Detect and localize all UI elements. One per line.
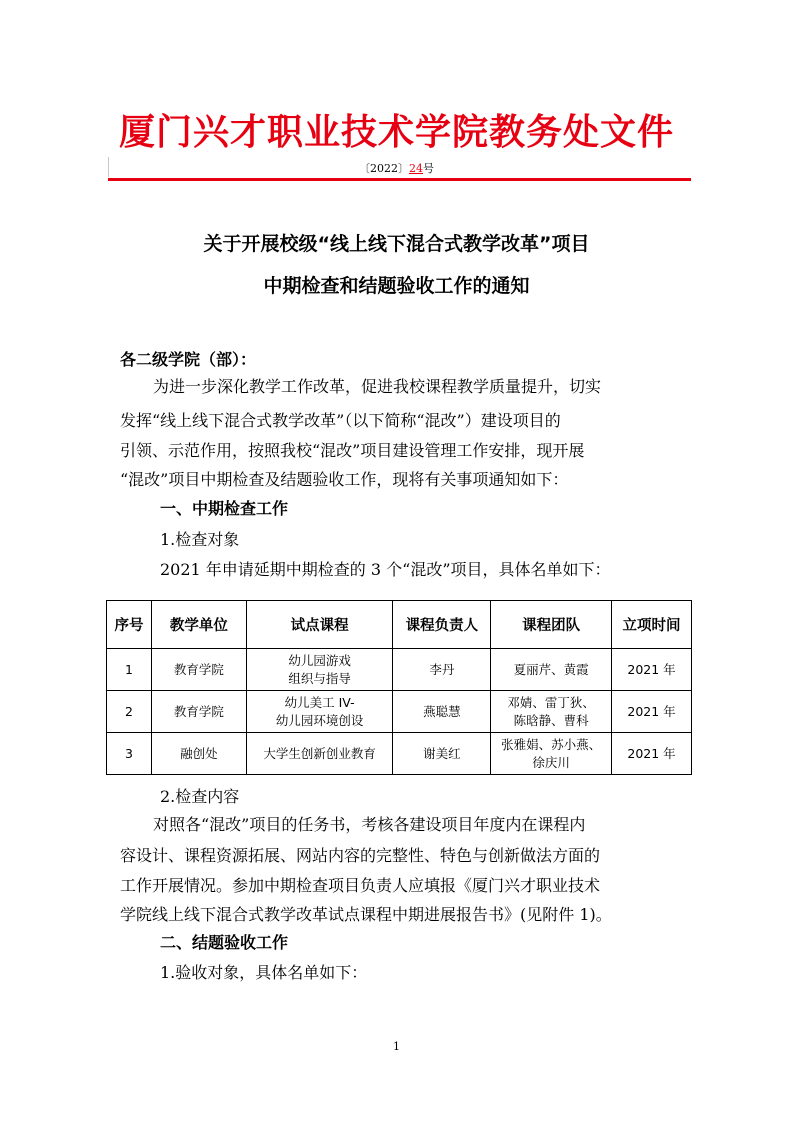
document-number-prefix: 〔2022〕 (359, 162, 409, 175)
section1-heading: 一、中期检查工作 (160, 499, 289, 518)
teaching-unit: 教育学院 (151, 691, 246, 733)
teaching-unit: 教育学院 (151, 649, 246, 691)
course-team-line2: 陈晗静、曹科 (513, 712, 589, 728)
teaching-unit: 融创处 (151, 733, 246, 775)
section1-item2-line-1: 对照各“混改”项目的任务书，考核各建设项目年度内在课程内 (153, 815, 586, 834)
course-leader: 李丹 (393, 649, 491, 691)
pilot-course (246, 733, 393, 775)
document-number-suffix: 号 (423, 162, 434, 175)
intro-line-1: 为进一步深化教学工作改革，促进我校课程教学质量提升，切实 (153, 377, 602, 396)
page-number: 1 (393, 1040, 400, 1053)
course-team-line1: 邓婧、雷丁狄、 (507, 694, 595, 710)
pilot-course-line2: 组织与指导 (288, 670, 351, 686)
pilot-course-line1: 大学生创新创业教育 (263, 745, 376, 761)
table-row (107, 691, 692, 733)
table-row (107, 649, 692, 691)
row-number: 1 (107, 649, 152, 691)
section2-item1: 1.验收对象，具体名单如下： (160, 963, 368, 982)
section1-item2-line-3: 工作开展情况。参加中期检查项目负责人应填报《厦门兴才职业技术 (120, 876, 601, 895)
course-team (491, 691, 612, 733)
course-team-line1: 夏丽芹、黄霞 (513, 661, 589, 677)
table-header-cell: 立项时间 (612, 601, 692, 649)
intro-line-4: “混改”项目中期检查及结题验收工作，现将有关事项通知如下： (120, 470, 569, 489)
salutation: 各二级学院（部）： (120, 350, 257, 369)
course-team-line2: 徐庆川 (532, 754, 570, 770)
course-team (491, 649, 612, 691)
pilot-course-line1: 幼儿美工 IV- (284, 694, 355, 710)
document-number (0, 160, 793, 176)
approval-year: 2021 年 (612, 649, 692, 691)
pilot-course-line2: 幼儿园环境创设 (275, 712, 364, 728)
header-corner-mark (108, 157, 109, 177)
pilot-course-line1: 幼儿园游戏 (288, 652, 351, 668)
document-number-value: 24 (409, 162, 423, 175)
table-header-cell: 试点课程 (246, 601, 393, 649)
pilot-course (246, 691, 393, 733)
project-table (106, 600, 692, 775)
notice-title-line1: 关于开展校级“线上线下混合式教学改革”项目 (203, 233, 590, 255)
notice-title-line2: 中期检查和结题验收工作的通知 (263, 275, 530, 297)
row-number: 2 (107, 691, 152, 733)
section1-item2-line-2: 容设计、课程资源拓展、网站内容的完整性、特色与创新做法方面的 (120, 846, 601, 865)
section1-item2: 2.检查内容 (160, 787, 240, 806)
course-team-line1: 张雅娟、苏小燕、 (501, 736, 602, 752)
table-row (107, 733, 692, 775)
row-number: 3 (107, 733, 152, 775)
approval-year: 2021 年 (612, 691, 692, 733)
section2-heading: 二、结题验收工作 (160, 933, 289, 952)
intro-line-3: 引领、示范作用，按照我校“混改”项目建设管理工作安排，现开展 (120, 441, 585, 460)
document-header-title: 厦门兴才职业技术学院教务处文件 (118, 111, 674, 153)
table-header-row (107, 601, 692, 649)
table-header-cell: 课程团队 (491, 601, 612, 649)
header-red-divider (108, 178, 691, 181)
section1-item1: 1.检查对象 (160, 530, 240, 549)
table-header-cell: 序号 (107, 601, 152, 649)
intro-line-2: 发挥“线上线下混合式教学改革”（以下简称“混改”）建设项目的 (120, 411, 561, 430)
course-team (491, 733, 612, 775)
section1-item1-text: 2021 年申请延期中期检查的 3 个“混改”项目，具体名单如下： (160, 560, 611, 579)
course-leader: 谢美红 (393, 733, 491, 775)
table-header-cell: 课程负责人 (393, 601, 491, 649)
approval-year: 2021 年 (612, 733, 692, 775)
table-header-cell: 教学单位 (151, 601, 246, 649)
pilot-course (246, 649, 393, 691)
section1-item2-line-4: 学院线上线下混合式教学改革试点课程中期进展报告书》(见附件 1)。 (120, 905, 612, 924)
course-leader: 燕聪慧 (393, 691, 491, 733)
